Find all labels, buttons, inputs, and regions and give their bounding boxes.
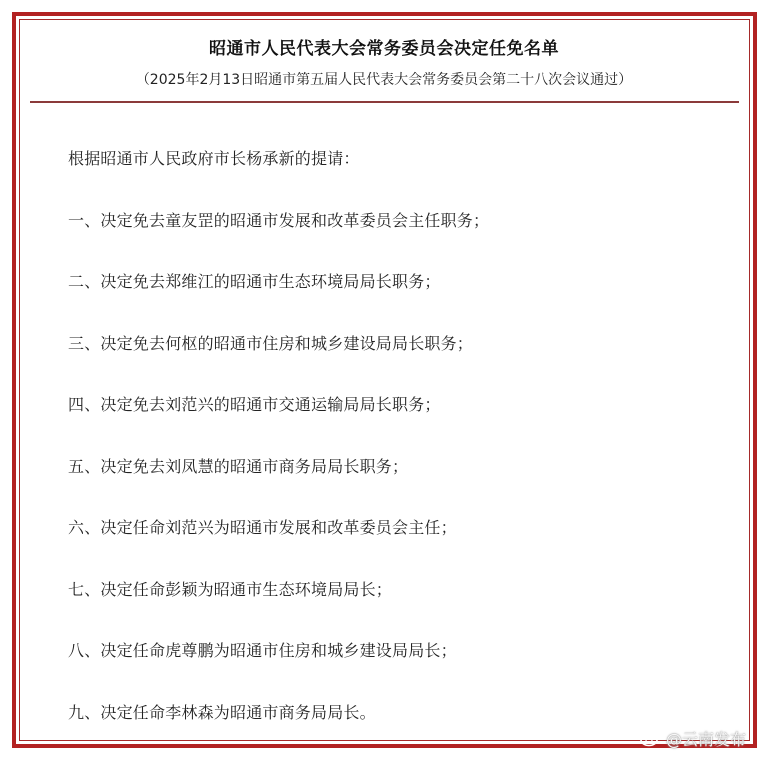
document-body (68, 144, 708, 759)
intro-paragraph: 根据昭通市人民政府市长杨承新的提请： (68, 144, 708, 206)
list-item: 三、决定免去何枢的昭通市住房和城乡建设局局长职务； (68, 329, 708, 391)
list-item: 九、决定任命李林森为昭通市商务局局长。 (68, 698, 708, 759)
weibo-icon (640, 729, 662, 747)
list-item: 二、决定免去郑维江的昭通市生态环境局局长职务； (68, 267, 708, 329)
watermark-text: @云南发布 (666, 727, 746, 750)
document-header (30, 30, 738, 91)
list-item: 八、决定任命虎尊鹏为昭通市住房和城乡建设局局长； (68, 636, 708, 698)
watermark (640, 726, 746, 750)
list-item: 五、决定免去刘凤慧的昭通市商务局局长职务； (68, 452, 708, 514)
list-item: 六、决定任命刘范兴为昭通市发展和改革委员会主任； (68, 513, 708, 575)
header-divider (30, 101, 739, 103)
list-item: 一、决定免去童友罡的昭通市发展和改革委员会主任职务； (68, 206, 708, 268)
document-title: 昭通市人民代表大会常务委员会决定任免名单 (30, 36, 738, 62)
list-item: 七、决定任命彭颖为昭通市生态环境局局长； (68, 575, 708, 637)
document-subtitle: （2025年2月13日昭通市第五届人民代表大会常务委员会第二十八次会议通过） (30, 69, 738, 91)
list-item: 四、决定免去刘范兴的昭通市交通运输局局长职务； (68, 390, 708, 452)
